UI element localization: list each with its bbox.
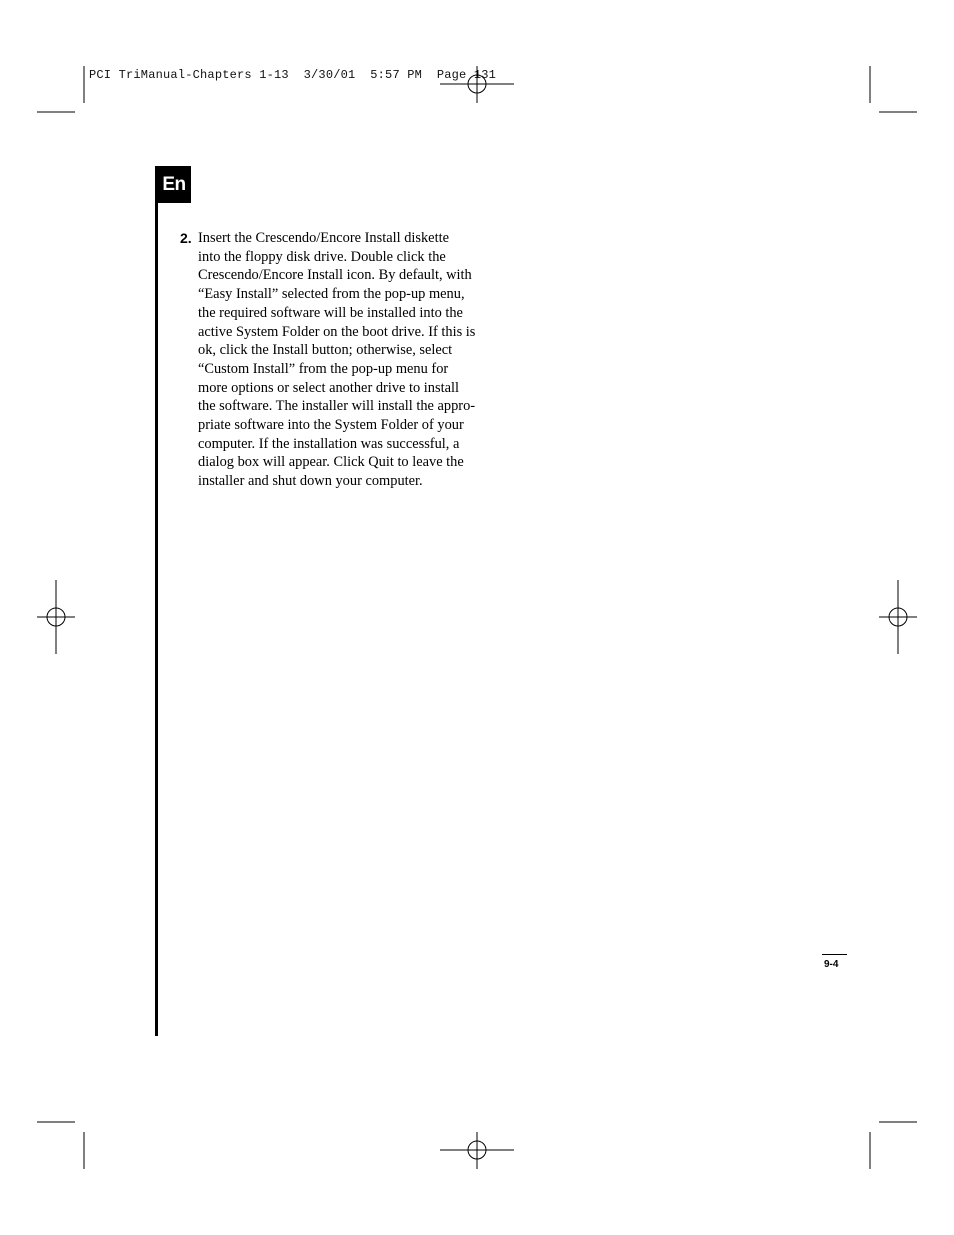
step-line: active System Folder on the boot drive. If this is [198, 323, 476, 340]
step-line: “Easy Install” selected from the pop-up menu, [198, 286, 465, 303]
step-line: ok, click the Install button; otherwise, select [198, 342, 453, 359]
step-line: the software. The installer will install the appro- [198, 398, 476, 415]
step-line: Insert the Crescendo/Encore Install diskette [198, 230, 449, 246]
step-line: priate software into the System Folder of your [198, 417, 464, 434]
step-line: dialog box will appear. Click Quit to leave the [198, 454, 464, 471]
step-number: 2. [180, 230, 192, 246]
step-line: the required software will be installed into the [198, 304, 463, 321]
step-line: installer and shut down your computer. [198, 473, 423, 490]
page-number: 9-4 [824, 959, 839, 970]
margin-rule [155, 166, 158, 1036]
step-line: more options or select another drive to install [198, 379, 459, 396]
language-tab: En [157, 166, 191, 203]
step-line: Crescendo/Encore Install icon. By default, with [198, 267, 472, 284]
printer-slug-line: PCI TriManual-Chapters 1-13 3/30/01 5:57 PM Page 131 [89, 68, 497, 82]
step-text [198, 229, 480, 491]
folio-rule [822, 954, 847, 955]
step-line: “Custom Install” from the pop-up menu for [198, 360, 449, 377]
step-line: into the floppy disk drive. Double click the [198, 248, 446, 265]
instruction-step [180, 229, 480, 491]
step-line: computer. If the installation was successful, a [198, 435, 460, 452]
